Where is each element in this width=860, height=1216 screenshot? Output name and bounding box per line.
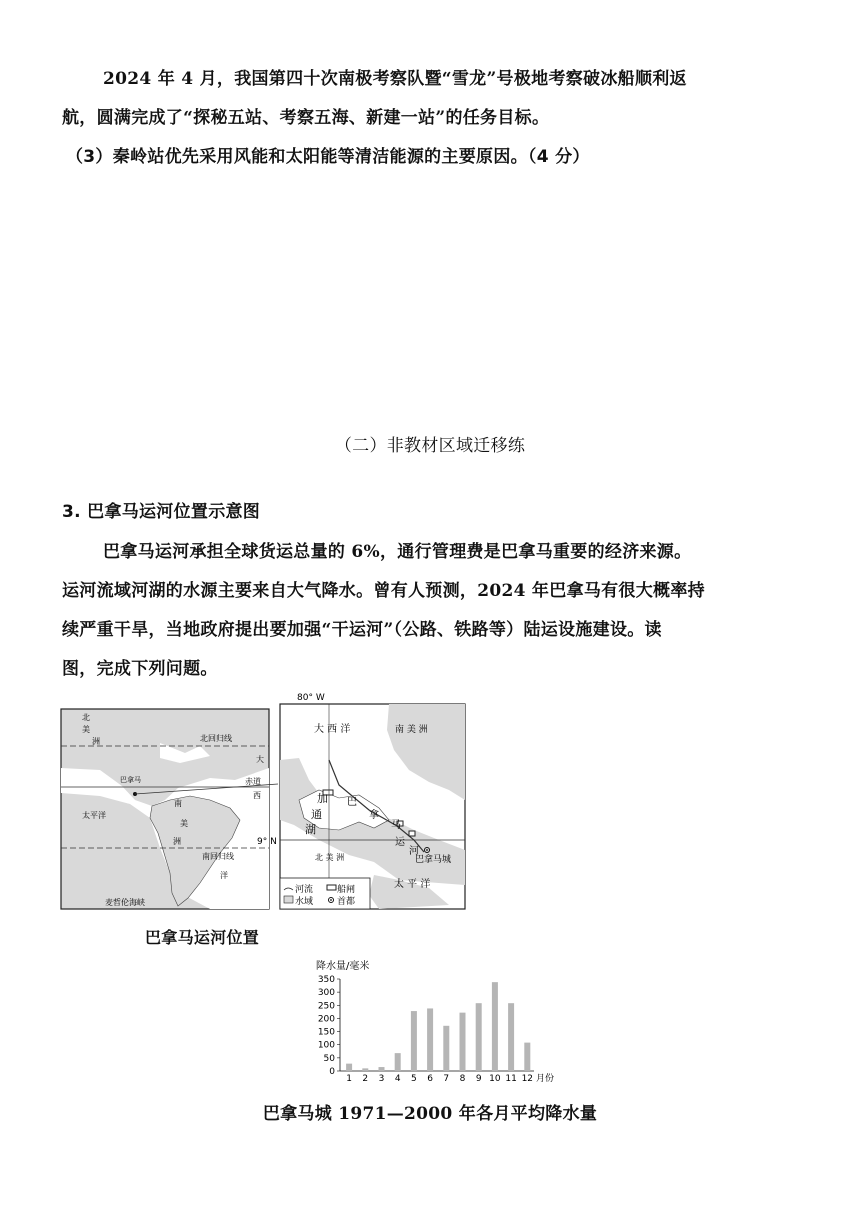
x-tick-label: 9 (475, 1074, 482, 1084)
x-tick-label: 11 (505, 1074, 517, 1084)
label-xi: 西 (253, 791, 261, 800)
map-panama-canal (257, 690, 469, 912)
label-north-america-2: 美 (82, 725, 90, 734)
intro-line-2: 航，圆满完成了“探秘五站、考察五海、新建一站”的任务目标。 (62, 108, 550, 128)
x-tick-label: 3 (378, 1074, 385, 1084)
label-tropic-cancer: 北回归线 (200, 734, 232, 743)
bar-month-7 (443, 1026, 449, 1071)
problem-para-3: 续严重干旱，当地政府提出要加强“干运河”（公路、铁路等）陆运设施建设。读 (62, 620, 662, 640)
bar-month-4 (395, 1053, 401, 1071)
bar-month-1 (346, 1064, 352, 1071)
label-yang: 洋 (220, 871, 228, 880)
bar-month-5 (411, 1011, 417, 1071)
section-title: （二）非教材区域迁移练 (334, 436, 526, 456)
bar-month-2 (362, 1068, 368, 1071)
x-tick-label: 7 (443, 1074, 450, 1084)
label-atlantic: 大 西 洋 (314, 724, 351, 735)
chart-ylabel: 降水量/毫米 (316, 961, 370, 972)
label-canal-1: 巴 (347, 797, 357, 808)
label-south-america: 南 美 洲 (395, 725, 428, 735)
legend-capital: 首都 (337, 897, 356, 907)
bar-month-9 (476, 1003, 482, 1071)
label-da: 大 (256, 755, 264, 764)
x-tick-label: 6 (427, 1074, 433, 1084)
legend-lock: 船闸 (337, 885, 356, 895)
label-equator: 赤道 (245, 777, 261, 786)
label-canal-5: 河 (409, 846, 419, 857)
label-lat: 9° N (257, 837, 277, 847)
x-tick-label: 10 (489, 1074, 501, 1084)
y-tick-label: 50 (323, 1053, 335, 1064)
label-south-america-3: 洲 (173, 837, 181, 846)
y-tick-label: 0 (329, 1067, 335, 1077)
legend-water: 水域 (295, 897, 314, 907)
intro-line-1: 2024 年 4 月，我国第四十次南极考察队暨“雪龙”号极地考察破冰船顺利返 (103, 69, 687, 89)
y-tick-label: 200 (317, 1014, 335, 1025)
label-lon: 80° W (297, 693, 325, 703)
label-north-america: 北 美 洲 (315, 853, 345, 862)
label-panama-city: 巴拿马城 (415, 855, 452, 865)
label-north-america-3: 洲 (92, 737, 100, 746)
map-americas (60, 708, 270, 911)
label-south-america-1: 南 (174, 799, 182, 808)
bar-month-12 (524, 1043, 530, 1071)
label-canal-3: 马 (391, 820, 401, 831)
label-panama: 巴拿马 (120, 776, 141, 784)
x-tick-label: 5 (411, 1074, 417, 1084)
label-south-america-2: 美 (180, 819, 188, 828)
map-caption: 巴拿马运河位置 (145, 928, 260, 947)
label-lake-3: 湖 (305, 823, 316, 836)
x-tick-label: 1 (346, 1074, 352, 1084)
bar-month-3 (379, 1067, 385, 1071)
label-lake-2: 通 (311, 808, 322, 821)
x-tick-label: 8 (459, 1074, 466, 1084)
label-canal-2: 拿 (369, 810, 379, 821)
x-tick-label: 4 (394, 1074, 401, 1084)
question-3: （3）秦岭站优先采用风能和太阳能等清洁能源的主要原因。（4 分） (66, 147, 590, 167)
problem-para-4: 图，完成下列问题。 (62, 659, 218, 679)
problem-para-2: 运河流域河湖的水源主要来自大气降水。曾有人预测，2024 年巴拿马有很大概率持 (62, 581, 705, 601)
chart-xlabel: 月份 (536, 1074, 555, 1084)
problem-title: 3. 巴拿马运河位置示意图 (62, 502, 261, 522)
y-tick-label: 250 (317, 1001, 335, 1012)
chart-title: 巴拿马城 1971—2000 年各月平均降水量 (262, 1104, 598, 1124)
y-tick-label: 350 (317, 975, 335, 985)
label-north-america-1: 北 (82, 713, 90, 722)
precipitation-chart (310, 955, 580, 1090)
label-magellan: 麦哲伦海峡 (105, 898, 145, 907)
map-connector (130, 780, 280, 800)
legend-river: 河流 (295, 885, 314, 895)
y-tick-label: 300 (317, 988, 335, 999)
label-canal-4: 运 (395, 837, 405, 848)
label-lake-1: 加 (317, 792, 328, 805)
problem-para-1: 巴拿马运河承担全球货运总量的 6%，通行管理费是巴拿马重要的经济来源。 (103, 542, 692, 562)
y-tick-label: 100 (317, 1040, 335, 1051)
y-tick-label: 150 (317, 1027, 335, 1038)
bar-month-8 (460, 1013, 466, 1071)
label-pacific: 太 平 洋 (394, 879, 431, 890)
bar-month-11 (508, 1003, 514, 1071)
label-tropic-capricorn: 南回归线 (202, 852, 234, 861)
label-pacific: 太平洋 (82, 811, 106, 820)
x-tick-label: 2 (362, 1074, 369, 1084)
bar-month-6 (427, 1008, 433, 1071)
bar-month-10 (492, 982, 498, 1071)
x-tick-label: 12 (521, 1074, 534, 1084)
